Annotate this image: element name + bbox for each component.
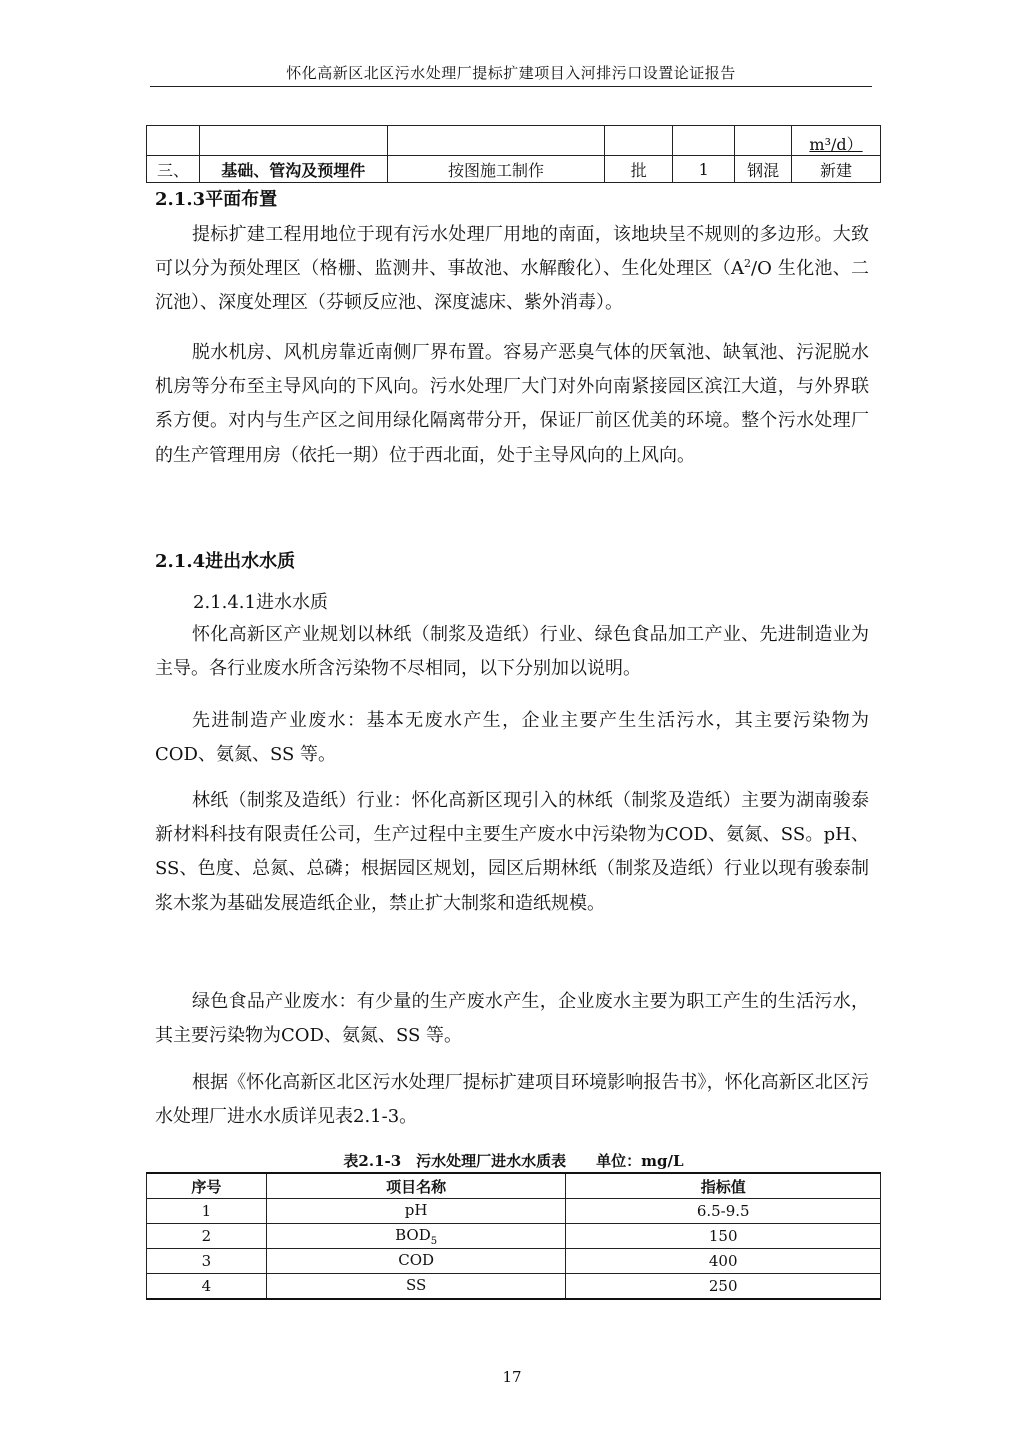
page-header-title: 怀化高新区北区污水处理厂提标扩建项目入河排污口设置论证报告: [286, 64, 736, 82]
cell-value: 150: [566, 1224, 881, 1249]
row-remark: 新建: [792, 156, 881, 183]
table-row: [147, 1249, 881, 1274]
row-spec: 按图施工制作: [387, 156, 605, 183]
cell-value: 400: [566, 1249, 881, 1274]
paragraph-layout-a: 提标扩建工程用地位于现有污水处理厂用地的南面，该地块呈不规则的多边形。大致可以分为预处理区（格栅、监测井、事故池、水解酸化）、生化处理区（A: [155, 224, 869, 280]
cell-item: SS: [266, 1274, 566, 1300]
section-heading-2-1-4: 2.1.4进出水水质: [155, 551, 296, 572]
row-name: 基础、管沟及预埋件: [199, 156, 387, 183]
table-row: [147, 126, 881, 156]
equipment-table-fragment: [146, 125, 881, 183]
cell-no: 3: [147, 1249, 267, 1274]
influent-quality-table: [146, 1172, 881, 1300]
table-row: [147, 1224, 881, 1249]
superscript-2: 2: [744, 257, 752, 271]
cell-item: pH: [266, 1199, 566, 1224]
paragraph-food-industry: 绿色食品产业废水：有少量的生产废水产生，企业废水主要为职工产生的生活污水，其主要污染物为COD、氨氮、SS 等。: [155, 991, 869, 1047]
unit-tail-cell: [792, 126, 881, 156]
paragraph-reference: 根据《怀化高新区北区污水处理厂提标扩建项目环境影响报告书》，怀化高新区北区污水处理厂进水水质详见表2.1-3。: [155, 1072, 869, 1128]
cell-no: 2: [147, 1224, 267, 1249]
row-unit: 批: [605, 156, 673, 183]
header-no: 序号: [147, 1173, 267, 1199]
table-header-row: [147, 1173, 881, 1199]
paragraph-manufacturing: 先进制造产业废水：基本无废水产生，企业主要产生生活污水，其主要污染物为COD、氨氮、SS 等。: [155, 710, 869, 766]
table-row: [147, 156, 881, 183]
table-row: [147, 1274, 881, 1300]
row-material: 钢混: [735, 156, 792, 183]
section-heading-2-1-3: 2.1.3平面布置: [155, 189, 278, 210]
paragraph-layout-b: /O 生化池、二沉池）、深度处理区（芬顿反应池、深度滤床、紫外消毒）。: [155, 258, 870, 314]
page-number: 17: [502, 1368, 522, 1386]
cell-value: 250: [566, 1274, 881, 1300]
paragraph-arrangement: 脱水机房、风机房靠近南侧厂界布置。容易产恶臭气体的厌氧池、缺氧池、污泥脱水机房等分布至主导风向的下风向。污水处理厂大门对外向南紧接园区滨江大道，与外界联系方便。对内与生产区之间用绿化隔离带分开，保证厂前区优美的环境。整个污水处理厂的生产管理用房（依托一期）位于西北面，处于主导风向的上风向。: [155, 342, 869, 466]
paragraph-layout: [155, 218, 869, 321]
cell-item: COD: [266, 1249, 566, 1274]
cell-no: 1: [147, 1199, 267, 1224]
table-caption: 表2.1-3 污水处理厂进水水质表 单位：mg/L: [343, 1152, 684, 1170]
subsection-heading-2-1-4-1: 2.1.4.1进水水质: [193, 592, 328, 613]
paragraph-paper-industry: 林纸（制浆及造纸）行业：怀化高新区现引入的林纸（制浆及造纸）主要为湖南骏泰新材料科技有限责任公司，生产过程中主要生产废水中污染物为COD、氨氮、SS。pH、SS、色度、总氮、总磷；根据园区规划，园区后期林纸（制浆及造纸）行业以现有骏泰制浆木浆为基础发展造纸企业，禁止扩大制浆和造纸规模。: [155, 790, 869, 914]
cell-no: 4: [147, 1274, 267, 1300]
cell-value: 6.5-9.5: [566, 1199, 881, 1224]
paragraph-industry-plan: 怀化高新区产业规划以林纸（制浆及造纸）行业、绿色食品加工产业、先进制造业为主导。各行业废水所含污染物不尽相同，以下分别加以说明。: [155, 624, 869, 680]
header-item: 项目名称: [266, 1173, 566, 1199]
header-rule: [150, 86, 872, 87]
row-index: 三、: [147, 156, 200, 183]
header-value: 指标值: [566, 1173, 881, 1199]
unit-tail: m³/d）: [809, 135, 863, 154]
cell-item: $BOD_5$: [266, 1224, 566, 1249]
row-qty: 1: [673, 156, 735, 183]
table-row: [147, 1199, 881, 1224]
